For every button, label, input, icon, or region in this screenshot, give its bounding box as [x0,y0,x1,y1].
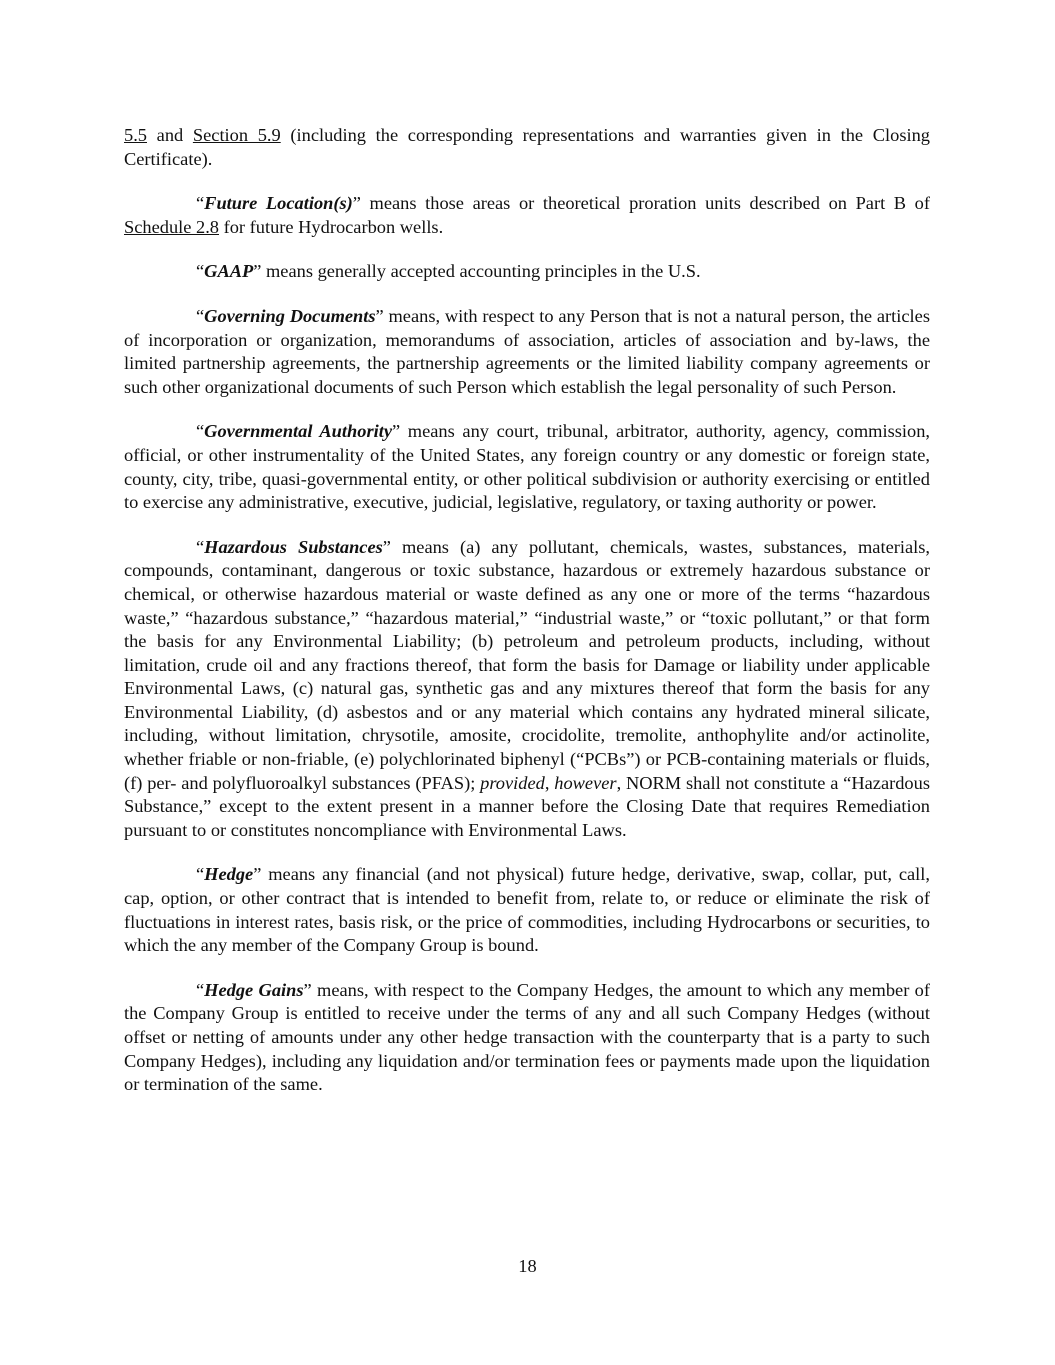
section-reference: 5.5 [124,125,147,145]
definition-text: ” means any court, tribunal, arbitrator, authority, agency, commission, official, or other instrumentality of the United States, any foreign country or any domestic or foreign state, county, city, tribe, quasi-governmental entity, or other political subdivision or authority exercising or entitled to exercise any administrative, executive, judicial, legislative, regulatory, or taxing authority or power. [124,421,930,513]
definition-governmental-authority [124,420,930,514]
quote-mark: “ [196,536,205,557]
definition-text: ” means any financial (and not physical) future hedge, derivative, swap, collar, put, call, cap, option, or other contract that is intended to benefit from, relate to, or reduce or eliminate the risk of fluctuations in interest rates, basis risk, or the price of commodities, including Hydrocarbons or securities, to which the any member of the Company Group is bound. [124,864,930,956]
text-run: (including the corresponding representations and warranties given in the Closing Certificate). [124,125,930,169]
definition-hedge-gains [124,979,930,1097]
quote-mark: “ [196,305,205,326]
definition-text: ” means, with respect to any Person that is not a natural person, the articles of incorporation or organization, memorandums of association, articles of association and by-laws, the limited partnership agreements, the partnership agreements or the limited liability company agreements or such other organizational documents of such Person which establish the legal personality of such Person. [124,305,930,397]
definition-governing-documents [124,305,930,399]
definition-gaap [124,260,930,284]
schedule-reference: Schedule 2.8 [124,216,219,237]
quote-mark: “ [196,261,205,282]
definition-text: ” means generally accepted accounting principles in the U.S. [253,261,701,282]
quote-mark: “ [196,864,205,885]
text-run: and [147,125,193,145]
definition-text: , NORM shall not constitute a “Hazardous Substance,” except to the extent present in a manner before the Closing Date that requires Remediation pursuant to or constitutes noncompliance with Environmental Laws. [124,772,930,840]
page-number: 18 [518,1256,537,1276]
italic-word: provided [480,772,545,793]
definition-text: ” means (a) any pollutant, chemicals, wastes, substances, materials, compounds, contaminant, dangerous or toxic substance, hazardous or extremely hazardous substance or chemical, or otherwise hazardous material or waste defined as any one or more of the terms “hazardous waste,” “hazardous substance,” “hazardous material,” “industrial waste,” or “toxic pollutant,” or that form the basis for any Environmental Liability; (b) petroleum and petroleum products, including, without limitation, crude oil and any fractions thereof, that form the basis for Damage or liability under applicable Environmental Laws, (c) natural gas, synthetic gas and any mixtures thereof that form the basis for any Environmental Liability, (d) asbestos and or any material which contains any hydrated mineral silicate, including, without limitation, chrysotile, amosite, crocidolite, tremolite, anthophylite and/or actinolite, whether friable or non-friable, (e) polychlorinated biphenyl (“PCBs”) or PCB-containing materials or fluids, (f) per- and polyfluoroalkyl substances (PFAS); [124,536,930,793]
definition-future-locations [124,192,930,239]
quote-mark: “ [196,421,205,442]
document-body [124,124,930,1118]
definition-text: ” means those areas or theoretical proration units described on Part B of [352,193,930,214]
definition-text: for future Hydrocarbon wells. [219,216,444,237]
italic-word: however [554,772,617,793]
defined-term: Governing Documents [204,305,376,326]
defined-term: GAAP [204,261,254,282]
definition-text: ” means, with respect to the Company Hedges, the amount to which any member of the Company Group is entitled to receive under the terms of any and all such Company Hedges (without offset or netting of amounts under any other hedge transaction with the counterparty that is a party to such Company Hedges), including any liquidation and/or termination fees or payments made upon the liquidation or termination of the same. [124,979,930,1095]
defined-term: Future Location(s) [204,193,353,214]
definition-hedge [124,863,930,957]
paragraph-continuation [124,124,930,171]
defined-term: Hedge [204,864,254,885]
quote-mark: “ [196,193,205,214]
section-reference: Section 5.9 [192,125,281,145]
defined-term: Hedge Gains [204,979,304,1000]
definition-text: , [544,772,555,793]
definition-hazardous-substances [124,536,930,843]
defined-term: Hazardous Substances [204,536,383,557]
quote-mark: “ [196,979,205,1000]
defined-term: Governmental Authority [204,421,392,442]
